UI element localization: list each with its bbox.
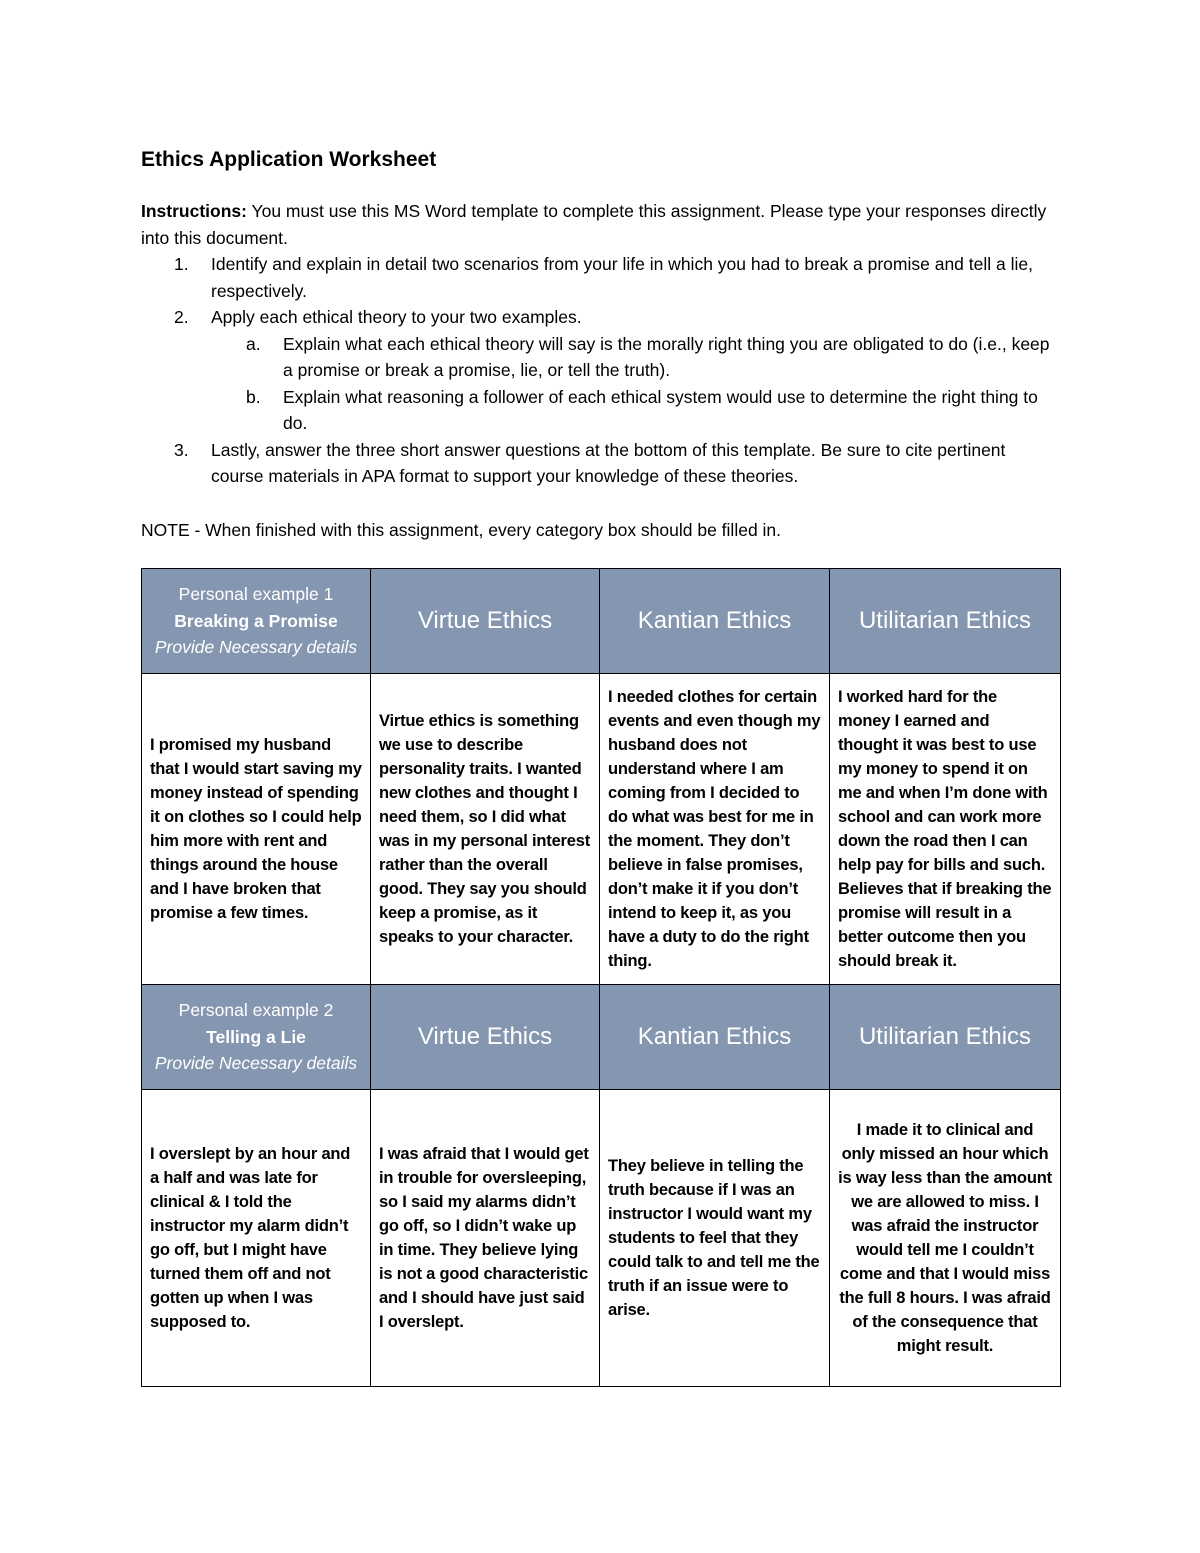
column-header-label: Virtue Ethics (417, 607, 553, 634)
instructions-list (141, 251, 1061, 490)
list-text: Lastly, answer the three short answer questions at the bottom of this template. Be sure to cite pertinent course materials in APA format to support your knowledge of these theories. (211, 439, 1006, 486)
example2-header-cell (142, 985, 371, 1090)
example1-header-cell (142, 569, 371, 674)
example2-hint: Provide Necessary details (154, 1053, 358, 1074)
example2-details-cell[interactable]: I overslept by an hour and a half and was late for clinical & I told the instructor my alarm didn’t go off, but I might have turned them off and not gotten up when I was supposed to. (142, 1090, 371, 1387)
column-header-utilitarian (830, 569, 1061, 674)
list-item (141, 251, 1061, 304)
instructions-label: Instructions: (141, 201, 247, 221)
list-item (141, 437, 1061, 490)
column-header-label: Virtue Ethics (417, 1023, 553, 1050)
document-body (141, 140, 1061, 543)
ethics-table (141, 568, 1061, 1387)
list-number: 1. (174, 254, 189, 274)
column-header-virtue (371, 569, 600, 674)
example2-label: Personal example 2 (178, 1000, 334, 1021)
example1-virtue-cell[interactable]: Virtue ethics is something we use to describe personality traits. I wanted new clothes and thought I need them, so I did what was in my personal interest rather than the overall good. They say you should keep a promise, as it speaks to your character. (371, 674, 600, 985)
document-title: Ethics Application Worksheet (141, 148, 437, 171)
sublist-letter: b. (246, 386, 261, 407)
example1-details-cell[interactable]: I promised my husband that I would start saving my money instead of spending it on clothes so I could help him more with rent and things around the house and I have broken that promise a few times. (142, 674, 371, 985)
column-header-utilitarian (830, 985, 1061, 1090)
example1-label: Personal example 1 (178, 584, 334, 605)
list-item (141, 304, 1061, 437)
column-header-label: Kantian Ethics (637, 607, 792, 634)
column-header-label: Utilitarian Ethics (858, 1023, 1032, 1050)
sublist-text: Explain what each ethical theory will say is the morally right thing you are obligated to do (i.e., keep a promise or break a promise, lie, or tell the truth). (283, 333, 1050, 380)
table-header-row (142, 985, 1061, 1090)
example1-utilitarian-cell[interactable]: I worked hard for the money I earned and thought it was best to use my money to spend it on me and when I’m done with school and can work more down the road then I can help pay for bills and such. Believes that if breaking the promise will result in a better outcome then you should break it. (830, 674, 1061, 985)
instructions-sublist (211, 331, 1061, 437)
instructions-paragraph (141, 198, 1061, 251)
table-row (142, 1090, 1061, 1387)
column-header-kantian (600, 985, 830, 1090)
column-header-label: Utilitarian Ethics (858, 607, 1032, 634)
note-paragraph: NOTE - When finished with this assignment, every category box should be filled in. (141, 519, 782, 540)
example2-kantian-cell[interactable]: They believe in telling the truth because if I was an instructor I would want my students to feel that they could talk to and tell me the truth if an issue were to arise. (600, 1090, 830, 1387)
list-number: 2. (174, 307, 189, 327)
instructions-text: You must use this MS Word template to complete this assignment. Please type your responses directly into this document. (141, 201, 1047, 248)
column-header-virtue (371, 985, 600, 1090)
sublist-item (211, 331, 1061, 384)
list-text: Apply each ethical theory to your two examples. (211, 307, 582, 327)
column-header-label: Kantian Ethics (637, 1023, 792, 1050)
sublist-item (211, 384, 1061, 437)
list-number: 3. (174, 439, 189, 460)
table-row (142, 674, 1061, 985)
example2-utilitarian-cell[interactable]: I made it to clinical and only missed an hour which is way less than the amount we are allowed to miss. I was afraid the instructor would tell me I couldn’t come and that I would miss the full 8 hours. I was afraid of the consequence that might result. (830, 1090, 1061, 1387)
example1-hint: Provide Necessary details (154, 637, 358, 658)
table-header-row (142, 569, 1061, 674)
example2-topic: Telling a Lie (206, 1026, 306, 1047)
example1-kantian-cell[interactable]: I needed clothes for certain events and even though my husband does not understand where I am coming from I decided to do what was best for me in the moment. They don’t believe in false promises, don’t make it if you don’t intend to keep it, as you have a duty to do the right thing. (600, 674, 830, 985)
sublist-letter: a. (246, 333, 261, 354)
example2-virtue-cell[interactable]: I was afraid that I would get in trouble for oversleeping, so I said my alarms didn’t go off, so I didn’t wake up in time. They believe lying is not a good characteristic and I should have just said I overslept. (371, 1090, 600, 1387)
list-text: Identify and explain in detail two scenarios from your life in which you had to break a promise and tell a lie, respectively. (211, 254, 1033, 301)
sublist-text: Explain what reasoning a follower of each ethical system would use to determine the right thing to do. (283, 386, 1038, 433)
example1-topic: Breaking a Promise (174, 610, 338, 631)
column-header-kantian (600, 569, 830, 674)
